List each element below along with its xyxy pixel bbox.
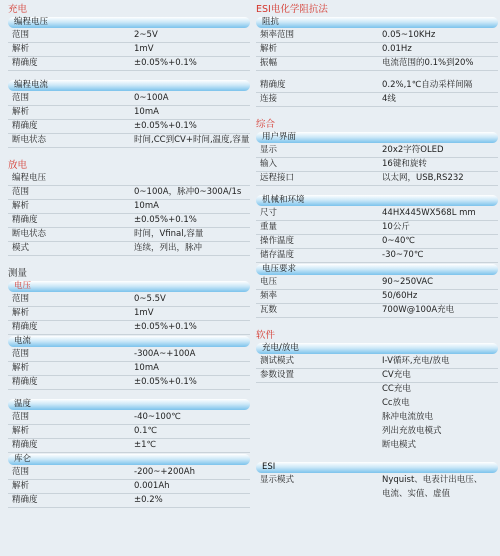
spec-value: 20x2字符OLED	[382, 145, 444, 155]
spacer	[8, 390, 250, 398]
spec-row	[256, 439, 498, 453]
spec-label: 范围	[12, 412, 30, 422]
spec-label	[256, 383, 382, 396]
spec-value: 10公斤	[382, 222, 410, 232]
spec-value: 4线	[382, 94, 396, 104]
spec-label: 远程接口	[260, 173, 295, 183]
spec-label: 连接	[260, 94, 278, 104]
spec-value: 0~5.5V	[134, 294, 166, 304]
spacer	[256, 453, 498, 461]
subsection-header: 电压要求	[256, 264, 498, 275]
spec-value: 连续，列出，脉冲	[134, 243, 203, 253]
spec-row	[8, 29, 250, 43]
spec-value: 电流范围的0.1%到20%	[382, 58, 474, 68]
subsection-header: 库仑	[8, 454, 250, 465]
spec-value: ±0.05%+0.1%	[134, 377, 197, 387]
spec-value: 0.1℃	[134, 426, 158, 436]
spec-label: 精确度	[12, 377, 38, 387]
spec-label: 重量	[260, 222, 278, 232]
spec-label: 瓦数	[260, 305, 278, 315]
spec-row	[8, 466, 250, 480]
spec-value: 90~250VAC	[382, 277, 434, 287]
spec-label: 范围	[12, 294, 30, 304]
spec-row	[256, 411, 498, 425]
right-column	[256, 0, 498, 502]
spec-row	[256, 474, 498, 488]
spacer	[8, 148, 250, 156]
subsection-header: 用户界面	[256, 132, 498, 143]
spec-row	[8, 92, 250, 106]
section-title: ESI电化学阻抗法	[256, 4, 328, 15]
spec-value: 10mA	[134, 201, 159, 211]
spec-value: 0.05~10KHz	[382, 30, 436, 40]
spec-row	[256, 158, 498, 172]
spec-value: 0~40℃	[382, 236, 415, 246]
spec-row	[256, 249, 498, 263]
spec-row	[8, 425, 250, 439]
spec-label: 解析	[260, 44, 278, 54]
spec-label: 范围	[12, 187, 30, 197]
spec-label: 频率	[260, 291, 278, 301]
spec-value: ±0.05%+0.1%	[134, 322, 197, 332]
subsection-header: 温度	[8, 399, 250, 410]
spec-value: 时间，Vfinal,容量	[134, 229, 204, 239]
subsection-header: 编程电压	[8, 17, 250, 28]
spec-row	[8, 134, 250, 148]
spec-value: 10mA	[134, 363, 159, 373]
spec-row	[256, 488, 498, 502]
subsection-header: 编程电流	[8, 80, 250, 91]
spec-label: 尺寸	[260, 208, 278, 218]
subsection-header: 机械和环境	[256, 195, 498, 206]
spec-label: 解析	[12, 44, 30, 54]
spec-row	[256, 276, 498, 290]
section-title: 软件	[256, 330, 276, 341]
spec-label	[256, 439, 382, 452]
spec-row	[256, 144, 498, 158]
spec-label: 精确度	[12, 215, 38, 225]
spec-label: 储存温度	[260, 250, 295, 260]
spec-label: 参数设置	[260, 370, 295, 380]
spec-row	[8, 321, 250, 335]
spec-value: 44HX445WX568L mm	[382, 208, 476, 218]
spec-label: 模式	[12, 243, 30, 253]
spacer	[256, 318, 498, 326]
subsection-header: 电流	[8, 336, 250, 347]
spec-row	[256, 57, 498, 71]
spec-value: ±0.2%	[134, 495, 163, 505]
spec-row	[256, 43, 498, 57]
spec-label: 断电状态	[12, 135, 47, 145]
spec-label: 精确度	[12, 440, 38, 450]
spec-row	[8, 293, 250, 307]
spec-row	[8, 186, 250, 200]
spec-value: ±0.05%+0.1%	[134, 215, 197, 225]
spec-label: 解析	[12, 426, 30, 436]
spacer	[8, 256, 250, 264]
section-title: 放电	[8, 160, 28, 171]
spec-value: 2~5V	[134, 30, 158, 40]
spec-label: 解析	[12, 107, 30, 117]
spec-label: 解析	[12, 201, 30, 211]
spec-row	[8, 242, 250, 256]
spec-label: 输入	[260, 159, 278, 169]
spec-label: 解析	[12, 308, 30, 318]
spec-value: 脉冲电流放电	[382, 412, 434, 422]
spec-row	[8, 411, 250, 425]
spec-label	[256, 411, 382, 424]
spec-row	[8, 172, 250, 186]
spec-value: 时间,CC到CV+时间,温度,容量	[134, 135, 250, 145]
spec-label	[256, 488, 382, 501]
spec-value: 0~100A	[134, 93, 169, 103]
spec-row	[256, 93, 498, 107]
spec-value: 0.001Ah	[134, 481, 170, 491]
spec-row	[256, 29, 498, 43]
spec-label: 范围	[12, 30, 30, 40]
spec-row	[256, 369, 498, 383]
spec-label: 操作温度	[260, 236, 295, 246]
spec-row	[8, 494, 250, 508]
spec-label: 精确度	[260, 80, 286, 90]
spec-row	[256, 425, 498, 439]
spec-row	[256, 355, 498, 369]
spec-label: 频率范围	[260, 30, 295, 40]
spec-label	[256, 425, 382, 438]
spec-row	[8, 57, 250, 71]
spec-row	[8, 214, 250, 228]
spec-value: I-V循环,充电/放电	[382, 356, 450, 366]
spec-value: ±0.05%+0.1%	[134, 58, 197, 68]
section-title: 综合	[256, 119, 276, 130]
spec-label: 解析	[12, 481, 30, 491]
spec-label: 显示	[260, 145, 278, 155]
spec-value: 断电模式	[382, 440, 417, 450]
spec-value: 700W@100A充电	[382, 305, 455, 315]
spec-value: -200~+200Ah	[134, 467, 195, 477]
spec-label: 电压	[260, 277, 278, 287]
spacer	[256, 107, 498, 115]
spec-row	[8, 362, 250, 376]
spec-row	[8, 439, 250, 453]
spec-value: -300A~+100A	[134, 349, 196, 359]
spec-row	[256, 79, 498, 93]
spec-value: 以太网，USB,RS232	[382, 173, 464, 183]
spec-value: 电流、实值、虚值	[382, 489, 451, 499]
spec-label: 范围	[12, 349, 30, 359]
spec-label: 解析	[12, 363, 30, 373]
spec-label: 振幅	[260, 58, 278, 68]
spec-label: 精确度	[12, 121, 38, 131]
spec-row	[256, 304, 498, 318]
spec-value: 16键和旋转	[382, 159, 427, 169]
subsection-header: 阻抗	[256, 17, 498, 28]
spec-row	[256, 207, 498, 221]
spec-label: 范围	[12, 467, 30, 477]
spec-row	[8, 228, 250, 242]
spec-value: Cc放电	[382, 398, 410, 408]
spacer	[256, 186, 498, 194]
spec-value: 列出充放电模式	[382, 426, 442, 436]
spec-row	[8, 43, 250, 57]
spec-row	[8, 480, 250, 494]
spec-row	[8, 348, 250, 362]
subsection-header: ESI	[256, 462, 498, 473]
spec-row	[8, 200, 250, 214]
spec-label: 精确度	[12, 495, 38, 505]
spec-label: 精确度	[12, 58, 38, 68]
spec-label: 显示模式	[260, 475, 295, 485]
subsection-header: 充电/放电	[256, 343, 498, 354]
spec-row	[256, 172, 498, 186]
spec-value: -40~100℃	[134, 412, 181, 422]
left-column	[8, 0, 250, 508]
spec-row	[8, 120, 250, 134]
spec-row	[256, 397, 498, 411]
spec-label: 精确度	[12, 322, 38, 332]
spec-label: 编程电压	[12, 173, 47, 183]
spec-label: 测试模式	[260, 356, 295, 366]
spec-value: 50/60Hz	[382, 291, 418, 301]
spec-row	[256, 290, 498, 304]
spec-row	[8, 106, 250, 120]
spec-value: ±0.05%+0.1%	[134, 121, 197, 131]
section-title: 测量	[8, 268, 28, 279]
spacer	[256, 71, 498, 79]
spec-row	[256, 383, 498, 397]
spec-value: ±1℃	[134, 440, 157, 450]
section-title: 充电	[8, 4, 28, 15]
spec-value: 0~100A，脉冲0~300A/1s	[134, 187, 242, 197]
spec-row	[8, 307, 250, 321]
spec-label: 范围	[12, 93, 30, 103]
spec-value: 1mV	[134, 44, 154, 54]
spec-row	[256, 221, 498, 235]
spec-value: CC充电	[382, 384, 411, 394]
subsection-header: 电压	[8, 281, 250, 292]
spec-value: CV充电	[382, 370, 411, 380]
spec-value: -30~70℃	[382, 250, 424, 260]
spec-value: 0.2%,1℃自动采样间隔	[382, 80, 473, 90]
spec-label: 断电状态	[12, 229, 47, 239]
spec-value: 0.01Hz	[382, 44, 412, 54]
spec-value: 10mA	[134, 107, 159, 117]
spec-value: Nyquist、电表计出电压、	[382, 475, 483, 485]
spec-row	[8, 376, 250, 390]
spec-value: 1mV	[134, 308, 154, 318]
spec-value	[134, 172, 250, 185]
spec-label	[256, 397, 382, 410]
spacer	[8, 71, 250, 79]
spec-row	[256, 235, 498, 249]
